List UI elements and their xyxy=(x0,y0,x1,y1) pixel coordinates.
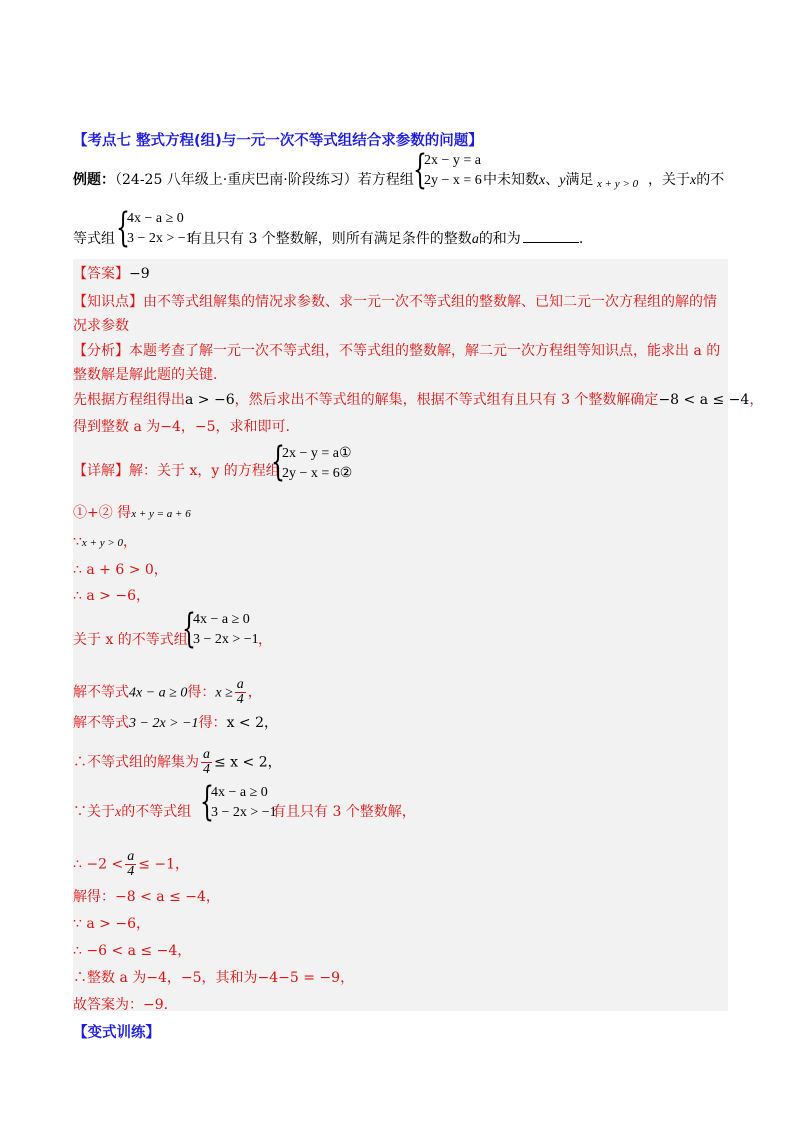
fraction-numerator-c: a xyxy=(127,849,135,864)
var-a: a xyxy=(471,232,479,247)
analysis-3e: ， xyxy=(749,392,764,408)
step-1a: ①+② 得 xyxy=(73,505,132,521)
step-11: 解得：−8 < a ≤ −4， xyxy=(73,889,220,905)
detail-eq2: 2y − x = 6② xyxy=(282,466,353,481)
step-7d: x < 2， xyxy=(226,715,278,731)
fraction-denominator: 4 xyxy=(236,692,244,707)
answer-label: 【答案】 xyxy=(73,266,129,282)
analysis-3c: ，然后求出不等式组的解集，根据不等式组有且只有 3 个整数解确定 xyxy=(234,392,659,408)
step-9a-line xyxy=(73,801,191,821)
step-7 xyxy=(73,712,278,732)
step-13: ∴ −6 < a ≤ −4， xyxy=(73,943,192,959)
step-2c: ， xyxy=(123,534,138,550)
knowledge-label: 【知识点】 xyxy=(73,294,143,310)
example-source: （24-25 八年级上·重庆巴南·阶段练习）若方程组 xyxy=(115,172,414,188)
equation-system-1: { 2x − y = a 2y − x = 6 xyxy=(413,147,482,193)
text-sep: 、 xyxy=(545,172,560,188)
answer-line xyxy=(73,263,150,283)
step-5: 关于 x 的不等式组 xyxy=(73,632,188,648)
system1-eq1: 2x − y = a xyxy=(424,153,482,168)
step-7c: 得： xyxy=(198,715,227,731)
detail-line-1 xyxy=(73,460,280,480)
text-period: . xyxy=(578,231,584,247)
detail-text-1: 解：关于 x，y 的方程组 xyxy=(129,463,280,479)
text-line2-end: 有且只有 3 个整数解，则所有满足条件的整数 xyxy=(188,231,472,247)
fraction-a-over-4-c xyxy=(125,850,136,879)
analysis-line-1 xyxy=(73,340,720,360)
system1-eq2: 2y − x = 6 xyxy=(424,173,482,188)
ineq1-line2: 3 − 2x > −1 xyxy=(127,231,193,246)
analysis-label: 【分析】 xyxy=(73,343,129,359)
answer-value: −9 xyxy=(129,266,150,282)
example-line-1 xyxy=(73,169,414,189)
section-title: 【考点七 整式方程(组)与一元一次不等式组结合求参数的问题】 xyxy=(73,133,483,149)
step9-ineq2: 3 − 2x > −1 xyxy=(211,805,277,820)
step-6a: 解不等式 xyxy=(73,684,129,701)
step-9b: 的不等式组 xyxy=(121,804,192,820)
step-8 xyxy=(73,748,282,777)
step-9c: 有且只有 3 个整数解， xyxy=(272,804,416,820)
analysis-line-2: 整数解是解此题的关键. xyxy=(73,367,218,383)
step-6d: x ≥ xyxy=(215,685,233,701)
step-14: ∴整数 a 为−4，−5，其和为−4−5 = −9， xyxy=(73,970,355,986)
inequality-system-1: { 4x − a ≥ 0 3 − 2x > −1 xyxy=(116,205,193,251)
example-line-2-end xyxy=(188,228,583,248)
step9-inequality-system: { 4x − a ≥ 0 3 − 2x > −1 xyxy=(200,779,277,825)
example-line-1-tail xyxy=(648,169,724,189)
knowledge-line-2: 况求参数 xyxy=(73,318,129,334)
fraction-a-over-4 xyxy=(235,678,246,707)
analysis-line-4: 得到整数 a 为−4，−5，求和即可. xyxy=(73,419,290,435)
step-4: ∴ a > −6， xyxy=(73,588,150,604)
step-10 xyxy=(73,850,189,879)
step-9a: ∵关于 xyxy=(73,804,115,820)
fraction-numerator: a xyxy=(236,677,244,692)
knowledge-text-1: 由不等式组解集的情况求参数、求一元一次不等式组的整数解、已知二元一次方程组的解的情 xyxy=(143,294,717,310)
step-7b: 3 − 2x > −1 xyxy=(129,716,199,731)
var-x: x xyxy=(539,173,546,188)
step-6b: 4x − a ≥ 0 xyxy=(129,685,188,701)
analysis-text-1: 本题考查了解一元一次不等式组，不等式组的整数解，解二元一次方程组等知识点，能求出 a 的 xyxy=(129,343,721,359)
text-about: ，关于 xyxy=(648,172,690,188)
step-8b: ≤ x < 2， xyxy=(214,754,282,771)
analysis-3a: 先根据方程组得出 xyxy=(73,392,185,408)
step-1b: x + y = a + 6 xyxy=(131,508,191,520)
step-15: 故答案为：−9. xyxy=(73,997,169,1013)
detail-eq1: 2x − y = a① xyxy=(282,446,352,461)
step-12: ∵ a > −6， xyxy=(73,916,150,932)
fraction-numerator-b: a xyxy=(203,747,210,762)
knowledge-line-1 xyxy=(73,291,717,311)
fraction-denominator-c: 4 xyxy=(127,864,135,879)
text-line2-end2: 的和为 xyxy=(478,231,521,247)
detail-equation-system: { 2x − y = a① 2y − x = 6② xyxy=(271,439,353,485)
step-8a: ∴不等式组的解集为 xyxy=(73,754,199,771)
step-10b: ≤ −1， xyxy=(138,856,190,873)
var-y: y xyxy=(559,173,566,188)
condition-sum-positive: x + y > 0 xyxy=(597,178,639,190)
step5-ineq2: 3 − 2x > −1 xyxy=(193,632,259,647)
example-line-1-cont xyxy=(483,169,593,189)
step-5-comma: ， xyxy=(258,632,272,648)
var-x2: x xyxy=(690,173,697,188)
step5-ineq1: 4x − a ≥ 0 xyxy=(193,612,250,627)
example-label: 例题： xyxy=(73,172,115,188)
step-6 xyxy=(73,678,262,707)
step5-inequality-system: { 4x − a ≥ 0 3 − 2x > −1 xyxy=(182,606,259,652)
fraction-denominator-b: 4 xyxy=(203,762,210,777)
step-7a: 解不等式 xyxy=(73,715,129,731)
analysis-3d: −8 < a ≤ −4 xyxy=(658,392,750,408)
variant-title: 【变式训练】 xyxy=(73,1025,160,1041)
detail-label: 【详解】 xyxy=(73,463,129,479)
step-9x: x xyxy=(115,805,122,820)
text-tail: 的不 xyxy=(696,172,725,188)
step-1 xyxy=(73,502,191,522)
step-6e: ， xyxy=(247,684,262,701)
step-3: ∴ a + 6 > 0， xyxy=(73,562,168,578)
ineq1-line1: 4x − a ≥ 0 xyxy=(127,211,184,226)
text-satisfy: 满足 xyxy=(565,172,594,188)
step-10a: ∴ −2 < xyxy=(73,856,124,873)
step-2b: x + y > 0 xyxy=(81,537,124,549)
example-line-2-start: 等式组 xyxy=(73,231,115,247)
text-mid: 中未知数 xyxy=(483,172,539,188)
step-2a: ∵ xyxy=(73,534,82,550)
analysis-line-3 xyxy=(73,389,763,409)
fraction-a-over-4-b xyxy=(201,748,212,777)
analysis-3b: a > −6 xyxy=(185,392,235,408)
step9-ineq1: 4x − a ≥ 0 xyxy=(211,785,268,800)
step-2 xyxy=(73,531,137,551)
answer-blank xyxy=(523,242,579,243)
step-6c: 得： xyxy=(187,684,216,701)
